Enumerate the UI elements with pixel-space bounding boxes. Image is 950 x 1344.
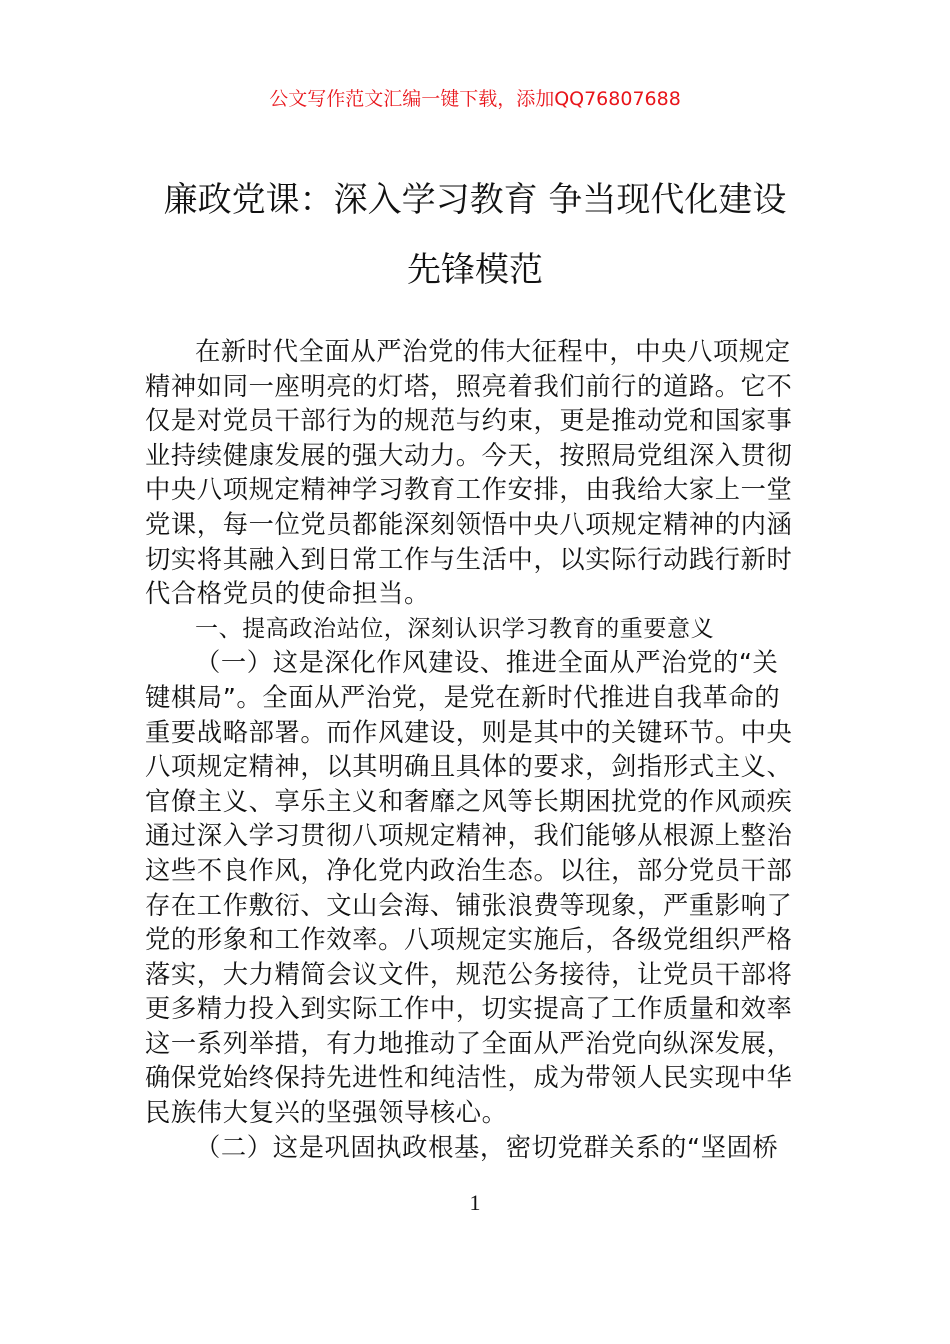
text-line: 这些不良作风，净化党内政治生态。以往，部分党员干部 — [145, 855, 793, 885]
text-line: 中央八项规定精神学习教育工作安排，由我给大家上一堂 — [145, 475, 793, 505]
text-line: 存在工作敷衍、文山会海、铺张浪费等现象，严重影响了 — [145, 890, 793, 920]
text-line: 民族伟大复兴的坚强领导核心。 — [145, 1098, 508, 1128]
text-line: 仅是对党员干部行为的规范与约束，更是推动党和国家事 — [145, 406, 793, 436]
download-banner-link[interactable]: 公文写作范文汇编一键下载，添加QQ76807688 — [269, 88, 681, 110]
text-line: 官僚主义、享乐主义和奢靡之风等长期困扰党的作风顽疾 — [145, 786, 793, 816]
document-title-continued: 先锋模范 — [407, 250, 543, 290]
text-line: 键棋局”。全面从严治党，是党在新时代推进自我革命的 — [145, 682, 781, 712]
text-line: 在新时代全面从严治党的伟大征程中，中央八项规定 — [195, 337, 791, 366]
text-line: （一）这是深化作风建设、推进全面从严治党的“关 — [195, 648, 779, 678]
text-line: 通过深入学习贯彻八项规定精神，我们能够从根源上整治 — [145, 821, 793, 851]
text-line: 业持续健康发展的强大动力。今天，按照局党组深入贯彻 — [145, 440, 793, 470]
page-number: 1 — [469, 1190, 481, 1215]
text-line: 这一系列举措，有力地推动了全面从严治党向纵深发展， — [145, 1028, 793, 1058]
document-title: 廉政党课：深入学习教育 争当现代化建设 — [163, 180, 787, 220]
document-body — [145, 335, 807, 1165]
text-line: 党的形象和工作效率。八项规定实施后，各级党组织严格 — [145, 925, 793, 955]
text-line: 重要战略部署。而作风建设，则是其中的关键环节。中央 — [145, 717, 793, 747]
text-line: （二）这是巩固执政根基，密切党群关系的“坚固桥 — [195, 1132, 779, 1162]
section-heading: 一、提高政治站位，深刻认识学习教育的重要意义 — [195, 615, 715, 642]
text-line: 落实，大力精简会议文件，规范公务接待，让党员干部将 — [145, 959, 793, 989]
text-line: 切实将其融入到日常工作与生活中，以实际行动践行新时 — [145, 544, 793, 574]
text-line: 代合格党员的使命担当。 — [145, 579, 430, 609]
text-line: 确保党始终保持先进性和纯洁性，成为带领人民实现中华 — [145, 1063, 793, 1093]
text-line: 精神如同一座明亮的灯塔，照亮着我们前行的道路。它不 — [145, 371, 793, 401]
text-line: 更多精力投入到实际工作中，切实提高了工作质量和效率 — [145, 994, 793, 1024]
text-line: 八项规定精神，以其明确且具体的要求，剑指形式主义、 — [145, 752, 793, 782]
text-line: 党课，每一位党员都能深刻领悟中央八项规定精神的内涵 — [145, 509, 793, 539]
